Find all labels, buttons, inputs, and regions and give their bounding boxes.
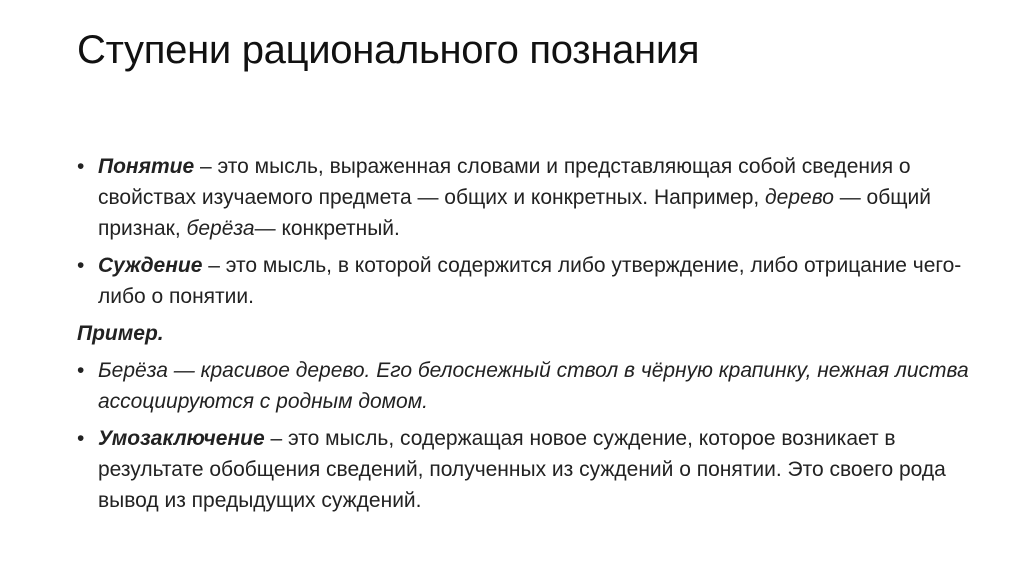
bullet-icon: • [77,359,85,382]
bullet-item-example [77,355,977,417]
example-text: Берёза — красивое дерево. Его белоснежный ствол в чёрную крапинку, нежная листва ассоциируются с родным домом. [98,359,969,413]
concept-example-2: берёза [186,217,255,240]
judgment-text: – это мысль, в которой содержится либо утверждение, либо отрицание чего- либо о понятии. [98,254,962,308]
slide-body [77,151,977,522]
bullet-item-concept [77,151,977,244]
bullet-item-conclusion [77,423,977,516]
term-concept: Понятие [98,155,195,178]
concept-text-2: — общий признак, [98,186,931,240]
concept-text-1: – это мысль, выраженная словами и представляющая собой сведения о свойствах изучаемого предмета — общих и конкретных. Например, [98,155,911,209]
concept-text-3: — конкретный. [254,217,400,240]
concept-example-1: дерево [765,186,834,209]
bullet-item-judgment [77,250,977,312]
term-conclusion: Умозаключение [98,427,265,450]
example-heading: Пример. [77,322,164,345]
bullet-icon: • [77,155,85,178]
conclusion-text: – это мысль, содержащая новое суждение, которое возникает в результате обобщения сведений, полученных из суждений о понятии. Это своего рода вывод из предыдущих суждений. [98,427,946,512]
term-judgment: Суждение [98,254,203,277]
bullet-icon: • [77,254,85,277]
bullet-icon: • [77,427,85,450]
slide-title: Ступени рационального познания [77,28,700,72]
